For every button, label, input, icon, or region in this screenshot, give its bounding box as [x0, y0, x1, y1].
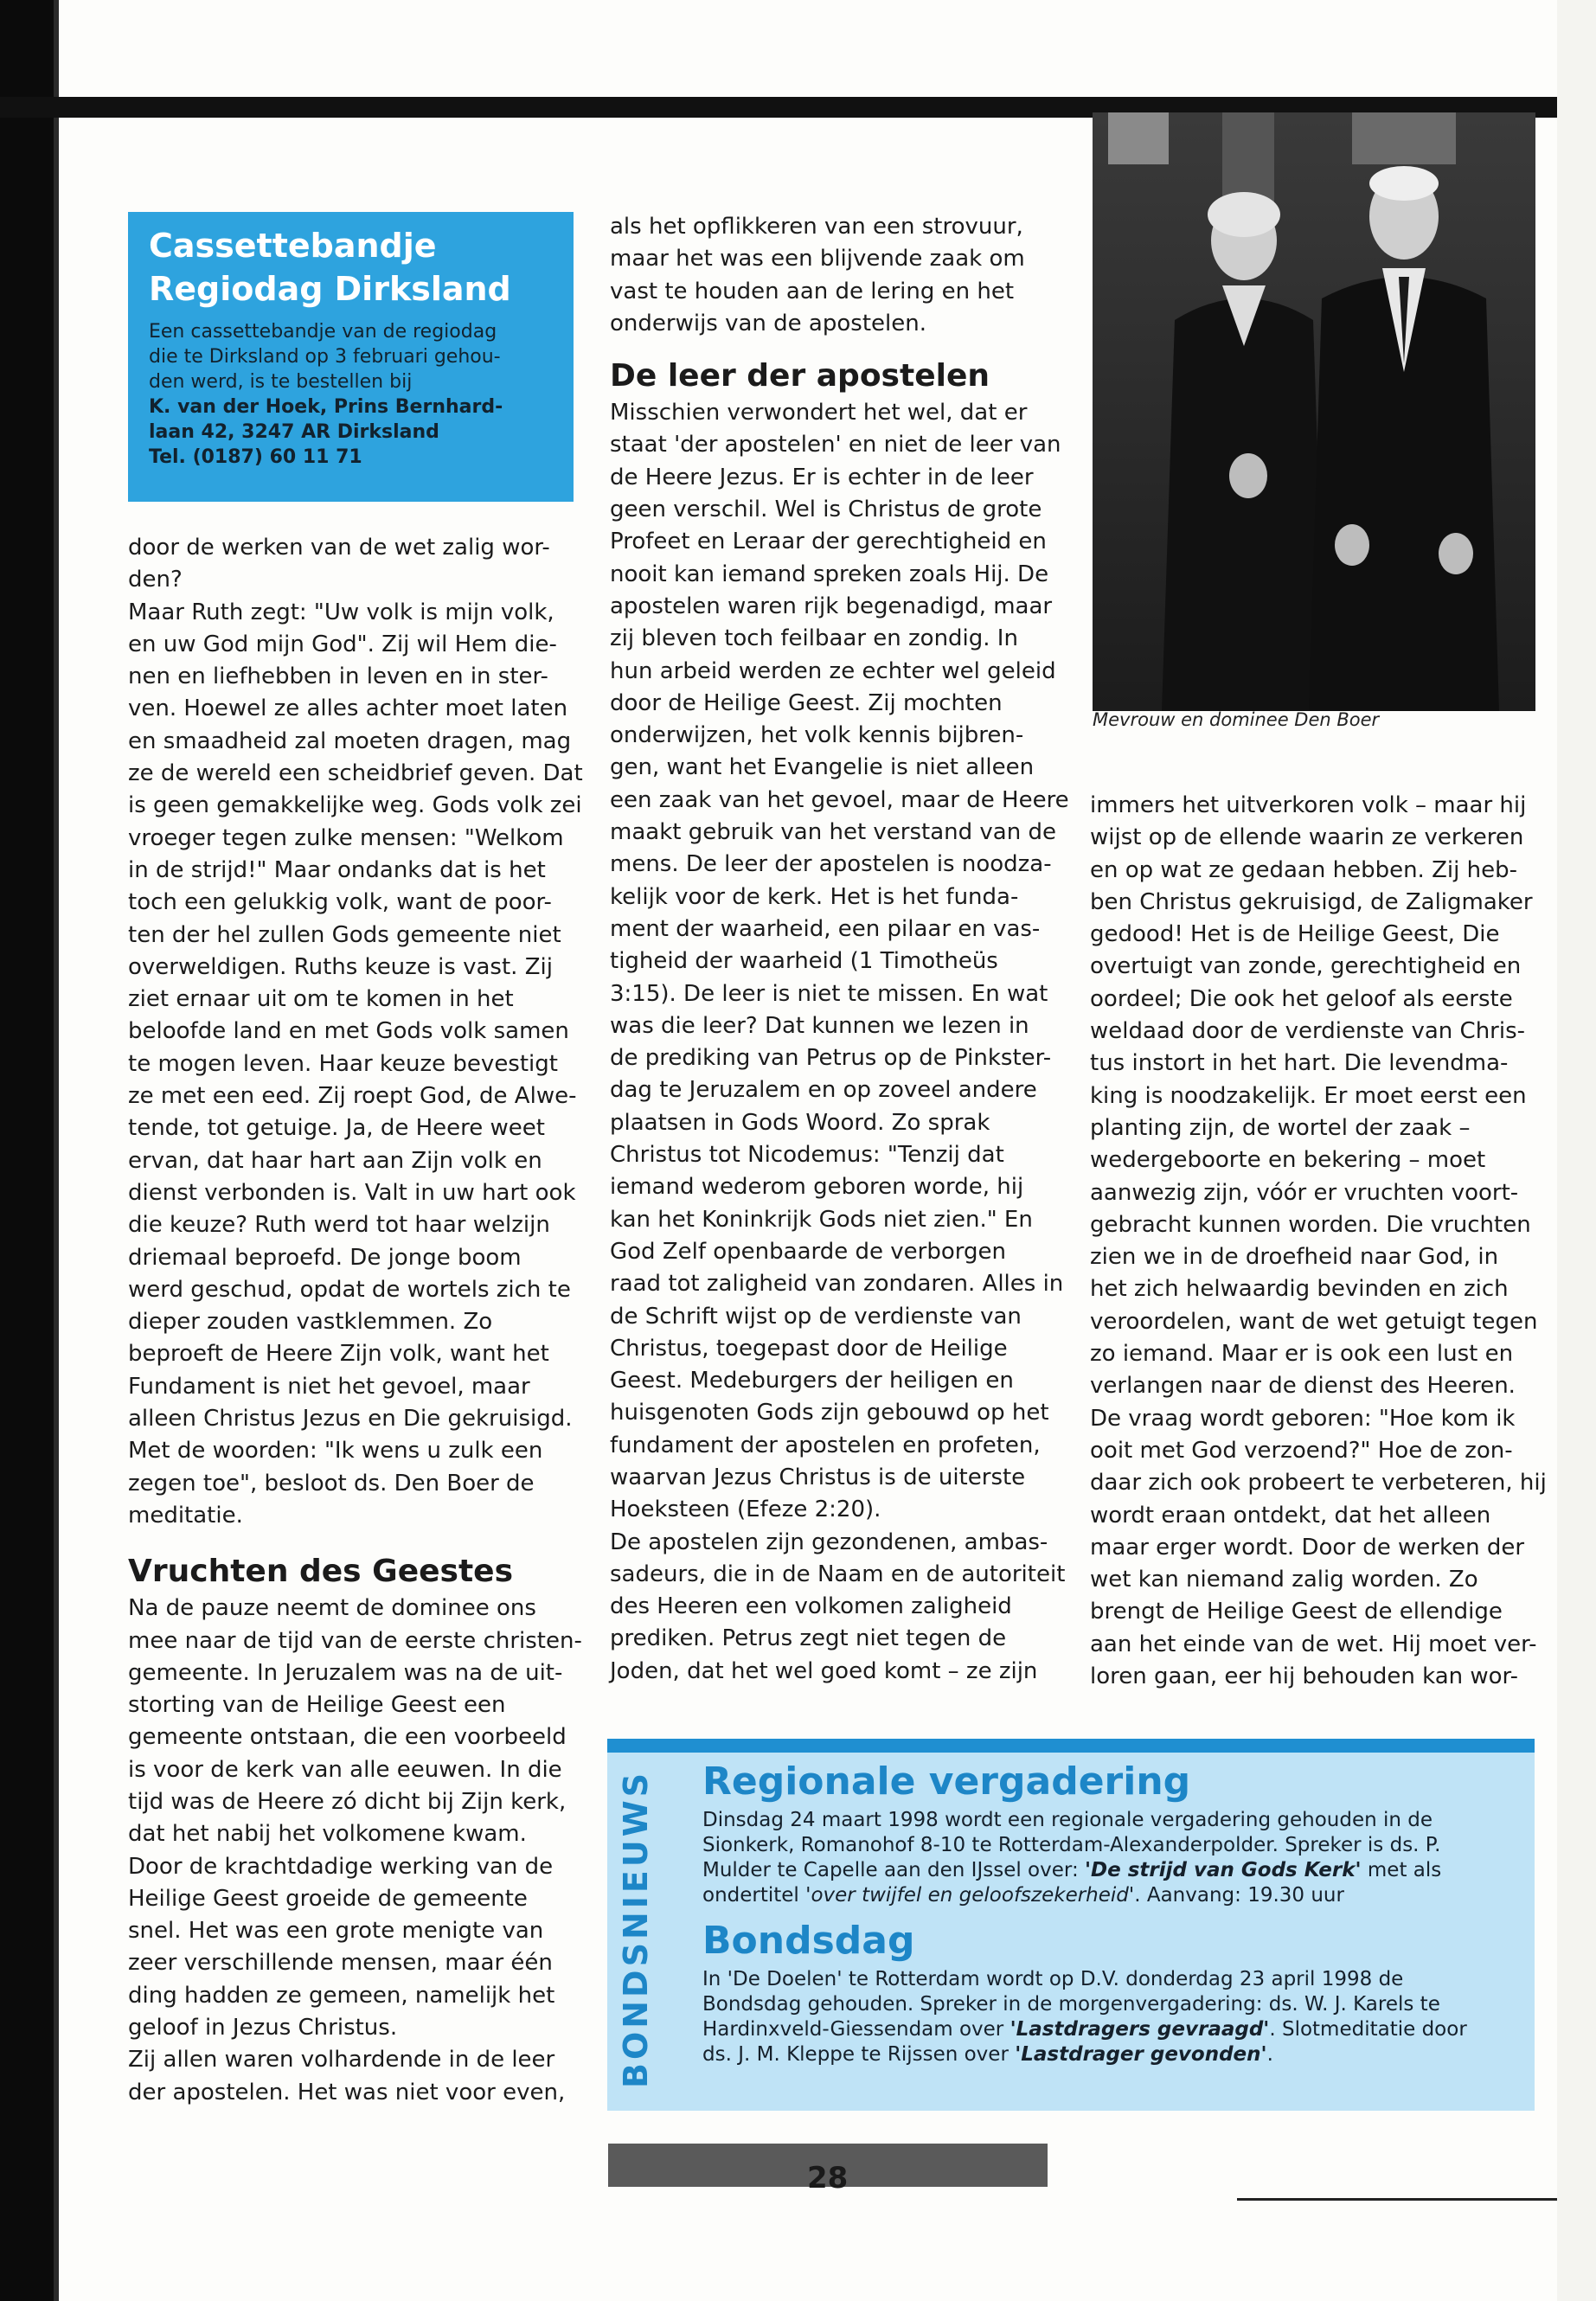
text-line: veroordelen, want de wet getuigt tegen: [1090, 1308, 1538, 1335]
text-line: en smaadheid zal moeten dragen, mag: [128, 727, 572, 754]
news-title-quote: 'Lastdrager gevonden': [1015, 2043, 1267, 2066]
text-line: apostelen waren rijk begenadigd, maar: [610, 593, 1053, 619]
sidebar-contact-line: Tel. (0187) 60 11 71: [149, 446, 362, 468]
text-line: dag te Jeruzalem en op zoveel andere: [610, 1077, 1037, 1104]
text-line: werd geschud, opdat de wortels zich te: [128, 1276, 571, 1303]
news-line: Sionkerk, Romanohof 8-10 te Rotterdam-Alexanderpolder. Spreker is ds. P.: [702, 1834, 1441, 1856]
column-1: [128, 532, 583, 2109]
text-line: wordt eraan ontdekt, dat het alleen: [1090, 1502, 1491, 1529]
text-line: kelijk voor de kerk. Het is het funda-: [610, 883, 1019, 910]
text-line: storting van de Heilige Geest een: [128, 1692, 506, 1719]
text-line: mee naar de tijd van de eerste christen-: [128, 1627, 582, 1654]
text-line: daar zich ook probeert te verbeteren, hij: [1090, 1470, 1547, 1497]
text-line: verlangen naar de dienst des Heeren.: [1090, 1373, 1516, 1400]
text-line: weldaad door de verdienste van Chris-: [1090, 1018, 1526, 1045]
text-line: Profeet en Leraar der gerechtigheid en: [610, 529, 1047, 555]
news-text: .: [1266, 2043, 1273, 2066]
text-line: hun arbeid werden ze echter wel geleid: [610, 657, 1056, 684]
news-line: [702, 1858, 1520, 1883]
text-line: te mogen leven. Haar keuze bevestigt: [128, 1050, 558, 1077]
bondsnieuws-label-text: BONDSNIEUWS: [617, 1769, 655, 2089]
text-line: sadeurs, die in de Naam en de autoriteit: [610, 1561, 1066, 1587]
text-line: den?: [128, 567, 183, 593]
news-text: . Slotmeditatie door: [1269, 2018, 1467, 2041]
text-line: het zich helwaardig bevinden en zich: [1090, 1276, 1509, 1303]
news-line: Dinsdag 24 maart 1998 wordt een regionale vergadering gehouden in de: [702, 1809, 1433, 1831]
news-text: ondertitel: [702, 1884, 806, 1907]
text-line: beloofde land en met Gods volk samen: [128, 1018, 569, 1045]
text-line: onderwijzen, het volk kennis bijbren-: [610, 722, 1024, 749]
text-line: Joden, dat het wel goed komt – ze zijn: [610, 1657, 1038, 1684]
text-line: zegen toe", besloot ds. Den Boer de: [128, 1470, 535, 1497]
scan-border-right: [1557, 0, 1596, 2301]
news-line: [702, 2017, 1520, 2042]
text-line: zo iemand. Maar er is ook een lust en: [1090, 1341, 1514, 1368]
text-line: immers het uitverkoren volk – maar hij: [1090, 792, 1527, 818]
text-line: de prediking van Petrus op de Pinkster-: [610, 1045, 1052, 1072]
text-line: ment der waarheid, een pilaar en vas-: [610, 915, 1041, 942]
text-line: ten der hel zullen Gods gemeente niet: [128, 921, 561, 948]
text-line: nooit kan iemand spreken zoals Hij. De: [610, 561, 1049, 587]
text-line: gen, want het Evangelie is niet alleen: [610, 754, 1035, 781]
bottom-rule: [1237, 2198, 1557, 2201]
text-line: De vraag wordt geboren: "Hoe kom ik: [1090, 1405, 1516, 1432]
text-line: dat het nabij het volkomene kwam.: [128, 1821, 527, 1848]
news-text: . Aanvang: 19.30 uur: [1134, 1884, 1344, 1907]
news-line: In 'De Doelen' te Rotterdam wordt op D.V. donderdag 23 april 1998 de: [702, 1968, 1404, 1990]
news-title-quote: 'Lastdragers gevraagd': [1010, 2018, 1270, 2041]
text-line: zien we in de droefheid naar God, in: [1090, 1244, 1499, 1271]
text-line: planting zijn, de wortel der zaak –: [1090, 1114, 1471, 1141]
news-subtitle-quote: 'over twijfel en geloofszekerheid': [805, 1884, 1135, 1907]
text-line: der apostelen. Het was niet voor even,: [128, 2079, 566, 2106]
section-heading-vruchten: Vruchten des Geestes: [128, 1554, 514, 1590]
text-line: maakt gebruik van het verstand van de: [610, 819, 1056, 846]
text-line: die keuze? Ruth werd tot haar welzijn: [128, 1212, 550, 1239]
text-line: staat 'der apostelen' en niet de leer van: [610, 432, 1061, 458]
text-line: ben Christus gekruisigd, de Zaligmaker: [1090, 888, 1533, 915]
text-line: in de strijd!" Maar ondanks dat is het: [128, 856, 546, 883]
page-number-bar: [608, 2144, 1048, 2195]
news-title-regionale: Regionale vergadering: [702, 1759, 1191, 1804]
news-text: Mulder te Capelle aan den IJssel over:: [702, 1859, 1085, 1881]
text-line: tigheid der waarheid (1 Timotheüs: [610, 948, 998, 975]
text-line: raad tot zaligheid van zondaren. Alles in: [610, 1271, 1064, 1298]
text-line: aanwezig zijn, vóór er vruchten voort-: [1090, 1179, 1519, 1206]
text-line: Hoeksteen (Efeze 2:20).: [610, 1497, 881, 1523]
text-line: door de Heilige Geest. Zij mochten: [610, 689, 1003, 716]
news-text: met als: [1361, 1859, 1442, 1881]
text-line: gebracht kunnen worden. Die vruchten: [1090, 1211, 1531, 1238]
text-line: een zaak van het gevoel, maar de Heere: [610, 786, 1069, 813]
bondsnieuws-top-bar: [607, 1739, 1535, 1753]
text-line: overweldigen. Ruths keuze is vast. Zij: [128, 953, 553, 980]
scan-border-left-edge: [54, 0, 59, 2301]
section-heading-leer: De leer der apostelen: [610, 358, 990, 394]
text-line: waarvan Jezus Christus is de uiterste: [610, 1464, 1026, 1490]
sidebar-title-line: Cassettebandje: [149, 227, 437, 265]
text-line: loren gaan, eer hij behouden kan wor-: [1090, 1663, 1518, 1690]
text-line: plaatsen in Gods Woord. Zo sprak: [610, 1109, 990, 1136]
text-line: is voor de kerk van alle eeuwen. In die: [128, 1756, 562, 1783]
page-number: 28: [807, 2161, 849, 2195]
text-line: Zij allen waren volhardende in de leer: [128, 2047, 555, 2073]
text-line: geen verschil. Wel is Christus de grote: [610, 497, 1042, 523]
text-line: maar het was een blijvende zaak om: [610, 246, 1025, 272]
text-line: iemand wederom geboren worde, hij: [610, 1174, 1024, 1201]
text-line: dienst verbonden is. Valt in uw hart ook: [128, 1179, 576, 1206]
text-line: is geen gemakkelijke weg. Gods volk zei: [128, 792, 582, 819]
text-line: Maar Ruth zegt: "Uw volk is mijn volk,: [128, 599, 554, 625]
text-line: tende, tot getuige. Ja, de Heere weet: [128, 1115, 545, 1142]
sidebar-title-line: Regiodag Dirksland: [149, 270, 511, 308]
text-line: wet kan niemand zalig worden. Zo: [1090, 1567, 1478, 1593]
text-line: als het opflikkeren van een strovuur,: [610, 214, 1023, 240]
text-line: toch een gelukkig volk, want de poor-: [128, 889, 552, 916]
text-line: en uw God mijn God". Zij wil Hem die-: [128, 631, 557, 657]
sidebar-body-line: die te Dirksland op 3 februari gehou-: [149, 346, 501, 368]
text-line: gemeente. In Jeruzalem was na de uit-: [128, 1659, 563, 1686]
text-line: ziet ernaar uit om te komen in het: [128, 986, 514, 1013]
text-line: driemaal beproefd. De jonge boom: [128, 1244, 522, 1271]
text-line: vroeger tegen zulke mensen: "Welkom: [128, 824, 564, 851]
text-line: Heilige Geest groeide de gemeente: [128, 1885, 528, 1912]
text-line: aan het einde van de wet. Hij moet ver-: [1090, 1631, 1537, 1657]
text-line: en op wat ze gedaan hebben. Zij heb-: [1090, 856, 1517, 883]
text-line: Fundament is niet het gevoel, maar: [128, 1373, 530, 1400]
bondsnieuws-label: [606, 1747, 666, 2111]
text-line: wedergeboorte en bekering – moet: [1090, 1147, 1486, 1174]
text-line: Met de woorden: "Ik wens u zulk een: [128, 1438, 543, 1465]
text-line: vast te houden aan de lering en het: [610, 278, 1015, 304]
text-line: de Schrift wijst op de verdienste van: [610, 1303, 1022, 1330]
text-line: Door de krachtdadige werking van de: [128, 1853, 554, 1880]
text-line: nen en liefhebben in leven en in ster-: [128, 663, 548, 690]
column-3: [1090, 790, 1547, 1693]
text-line: des Heeren een volkomen zaligheid: [610, 1593, 1012, 1620]
sidebar-contact-line: K. van der Hoek, Prins Bernhard-: [149, 396, 503, 418]
text-line: De apostelen zijn gezondenen, ambas-: [610, 1529, 1048, 1555]
text-line: ding hadden ze gemeen, namelijk het: [128, 1982, 555, 2009]
text-line: ervan, dat haar hart aan Zijn volk en: [128, 1147, 542, 1174]
text-line: tijd was de Heere zó dicht bij Zijn kerk,: [128, 1788, 567, 1815]
text-line: onderwijs van de apostelen.: [610, 310, 926, 336]
news-text: ds. J. M. Kleppe te Rijssen over: [702, 2043, 1016, 2066]
text-line: brengt de Heilige Geest de ellendige: [1090, 1599, 1503, 1625]
text-line: beproeft de Heere Zijn volk, want het: [128, 1341, 549, 1368]
text-line: Christus, toegepast door de Heilige: [610, 1335, 1008, 1362]
text-line: ven. Hoewel ze alles achter moet laten: [128, 695, 568, 722]
text-line: Geest. Medeburgers der heiligen en: [610, 1368, 1014, 1394]
column-2: [610, 211, 1069, 1688]
sidebar-body-line: den werd, is te bestellen bij: [149, 371, 413, 393]
news-line: [702, 2042, 1520, 2067]
text-line: meditatie.: [128, 1502, 243, 1529]
sidebar-body-line: Een cassettebandje van de regiodag: [149, 321, 497, 343]
text-line: maar erger wordt. Door de werken der: [1090, 1534, 1525, 1561]
sidebar-contact-line: laan 42, 3247 AR Dirksland: [149, 421, 439, 443]
news-text: Hardinxveld-Giessendam over: [702, 2018, 1010, 2041]
text-line: zeer verschillende mensen, maar één: [128, 1950, 553, 1977]
text-line: God Zelf openbaarde de verborgen: [610, 1238, 1006, 1265]
news-title-bondsdag: Bondsdag: [702, 1919, 915, 1963]
photo-illustration: [1093, 112, 1535, 711]
text-line: gedood! Het is de Heilige Geest, Die: [1090, 921, 1500, 948]
text-line: door de werken van de wet zalig wor-: [128, 535, 550, 561]
text-line: alleen Christus Jezus en Die gekruisigd.: [128, 1406, 573, 1433]
bondsnieuws-body: [702, 1756, 1520, 2067]
text-line: ze met een eed. Zij roept God, de Alwe-: [128, 1083, 577, 1110]
news-line: Bondsdag gehouden. Spreker in de morgenvergadering: ds. W. J. Karels te: [702, 1993, 1440, 2016]
cassette-sidebar-box: [128, 212, 574, 502]
photo-caption: Mevrouw en dominee Den Boer: [1093, 709, 1380, 730]
text-line: dieper zouden vastklemmen. Zo: [128, 1309, 493, 1336]
text-line: kan het Koninkrijk Gods niet zien." En: [610, 1206, 1033, 1233]
text-line: 3:15). De leer is niet te missen. En wat: [610, 980, 1048, 1007]
text-line: gemeente ontstaan, die een voorbeeld: [128, 1724, 567, 1751]
text-line: huisgenoten Gods zijn gebouwd op het: [610, 1400, 1049, 1426]
text-line: overtuigt van zonde, gerechtigheid en: [1090, 953, 1522, 980]
text-line: Misschien verwondert het wel, dat er: [610, 400, 1028, 426]
text-line: snel. Het was een grote menigte van: [128, 1918, 544, 1945]
text-line: wijst op de ellende waarin ze verkeren: [1090, 824, 1524, 851]
text-line: was die leer? Dat kunnen we lezen in: [610, 1012, 1029, 1039]
text-line: de Heere Jezus. Er is echter in de leer: [610, 464, 1034, 490]
text-line: oordeel; Die ook het geloof als eerste: [1090, 985, 1513, 1012]
text-line: Na de pauze neemt de dominee ons: [128, 1595, 536, 1622]
text-line: mens. De leer der apostelen is noodza-: [610, 851, 1052, 878]
text-line: geloof in Jezus Christus.: [128, 2015, 398, 2041]
text-line: tus instort in het hart. Die levendma-: [1090, 1050, 1509, 1077]
text-line: king is noodzakelijk. Er moet eerst een: [1090, 1082, 1527, 1109]
news-line: [702, 1883, 1520, 1908]
photo-den-boer: [1093, 112, 1535, 711]
text-line: Christus tot Nicodemus: "Tenzij dat: [610, 1142, 1004, 1169]
text-line: fundament der apostelen en profeten,: [610, 1432, 1041, 1458]
scan-border-left: [0, 0, 54, 2301]
text-line: ooit met God verzoend?" Hoe de zon-: [1090, 1437, 1513, 1464]
text-line: prediken. Petrus zegt niet tegen de: [610, 1625, 1007, 1652]
text-line: ze de wereld een scheidbrief geven. Dat: [128, 760, 583, 787]
text-line: zij bleven toch feilbaar en zondig. In: [610, 625, 1018, 652]
news-title-quote: 'De strijd van Gods Kerk': [1085, 1859, 1362, 1881]
